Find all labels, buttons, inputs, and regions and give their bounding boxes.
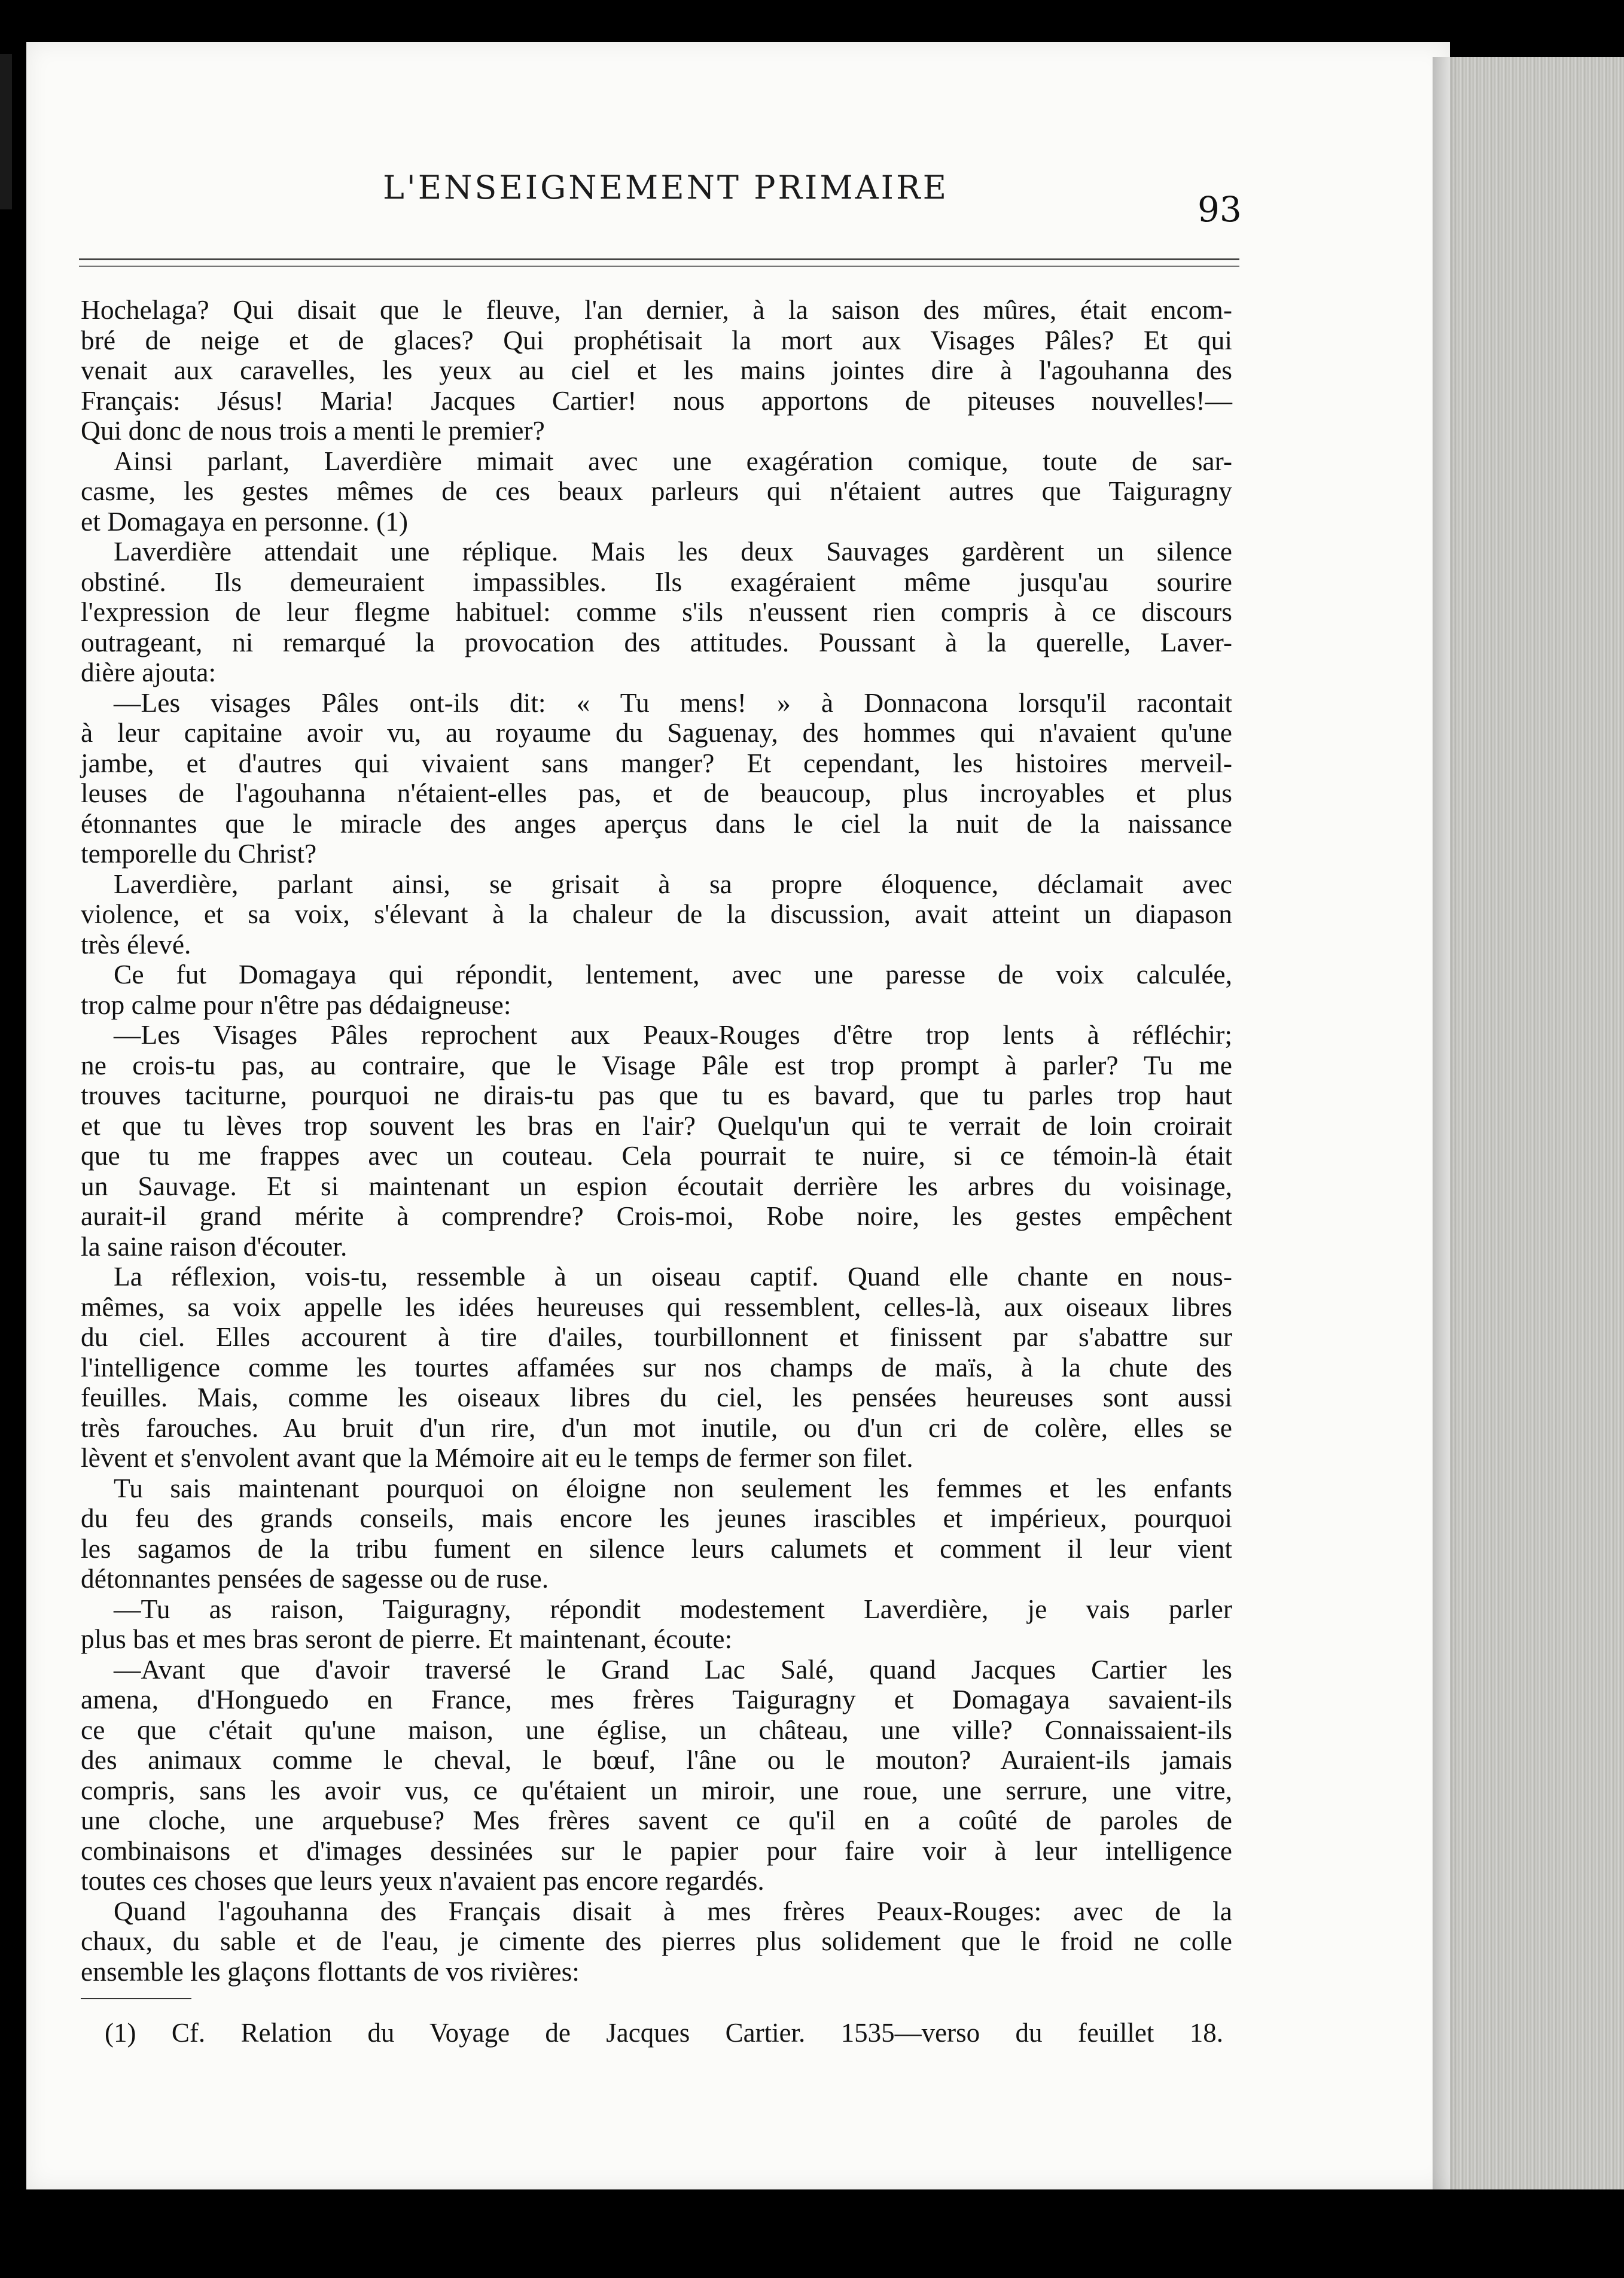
text-line: Français: Jésus! Maria! Jacques Cartier! nous apportons de piteuses nouvelles!— — [81, 385, 1232, 416]
text-line: venait aux caravelles, les yeux au ciel et les mains jointes dire à l'agouhanna des — [81, 355, 1232, 385]
footnote: (1) Cf. Relation du Voyage de Jacques Cartier. 1535—verso du feuillet 18. — [105, 2018, 1223, 2048]
text-line: trouves taciturne, pourquoi ne dirais-tu pas que tu es bavard, que tu parles trop haut — [81, 1080, 1232, 1110]
text-line: aurait-il grand mérite à comprendre? Crois-moi, Robe noire, les gestes empêchent — [81, 1201, 1232, 1231]
text-line: obstiné. Ils demeuraient impassibles. Ils exagéraient même jusqu'au sourire — [81, 566, 1232, 597]
text-line: violence, et sa voix, s'élevant à la chaleur de la discussion, avait atteint un diapason — [81, 899, 1232, 929]
text-line: ce que c'était qu'une maison, une église, un château, une ville? Connaissaient-ils — [81, 1714, 1232, 1745]
text-line: étonnantes que le miracle des anges aperçus dans le ciel la nuit de la naissance — [81, 808, 1232, 839]
header-rule-secondary — [79, 266, 1239, 267]
text-line: Ce fut Domagaya qui répondit, lentement, avec une paresse de voix calculée, — [114, 959, 1232, 989]
text-line: —Les Visages Pâles reprochent aux Peaux-Rouges d'être trop lents à réfléchir; — [114, 1019, 1232, 1050]
text-line: Ainsi parlant, Laverdière mimait avec une exagération comique, toute de sar- — [114, 445, 1232, 476]
text-line: jambe, et d'autres qui vivaient sans manger? Et cependant, les histoires merveil- — [81, 747, 1232, 778]
text-line: mêmes, sa voix appelle les idées heureuses qui ressemblent, celles-là, aux oiseaux libres — [81, 1291, 1232, 1322]
text-line: bré de neige et de glaces? Qui prophétisait la mort aux Visages Pâles? Et qui — [81, 324, 1232, 355]
text-line: Quand l'agouhanna des Français disait à mes frères Peaux-Rouges: avec de la — [114, 1895, 1232, 1926]
text-line: détonnantes pensées de sagesse ou de ruse. — [81, 1563, 549, 1594]
text-line: un Sauvage. Et si maintenant un espion écoutait derrière les arbres du voisinage, — [81, 1170, 1232, 1201]
text-line: amena, d'Honguedo en France, mes frères Taiguragny et Domagaya savaient-ils — [81, 1684, 1232, 1714]
text-line: Laverdière attendait une réplique. Mais les deux Sauvages gardèrent un silence — [114, 536, 1232, 567]
gutter-shadow — [1433, 57, 1457, 2240]
text-line: et que tu lèves trop souvent les bras en l'air? Quelqu'un qui te verrait de loin croirait — [81, 1110, 1232, 1141]
text-line: ne crois-tu pas, au contraire, que le Visage Pâle est trop prompt à parler? Tu me — [81, 1049, 1232, 1080]
text-line: très élevé. — [81, 928, 191, 960]
text-line: Laverdière, parlant ainsi, se grisait à sa propre éloquence, déclamait avec — [114, 868, 1232, 899]
text-line: —Avant que d'avoir traversé le Grand Lac Salé, quand Jacques Cartier les — [114, 1653, 1232, 1685]
text-line: et Domagaya en personne. (1) — [81, 505, 409, 537]
text-line: plus bas et mes bras seront de pierre. Et maintenant, écoute: — [81, 1624, 733, 1654]
book-page-edges — [1436, 57, 1624, 2240]
text-line: temporelle du Christ? — [81, 838, 317, 869]
text-line: dière ajouta: — [81, 657, 217, 687]
body-text — [81, 295, 1232, 1987]
text-line: les sagamos de la tribu fument en silence leurs calumets et comment il leur vient — [81, 1533, 1232, 1564]
text-line: du ciel. Elles accourent à tire d'ailes, tourbillonnent et finissent par s'abattre sur — [81, 1321, 1232, 1352]
text-line: que tu me frappes avec un couteau. Cela pourrait te nuire, si ce témoin-là était — [81, 1140, 1232, 1171]
text-line: lèvent et s'envolent avant que la Mémoire ait eu le temps de fermer son filet. — [81, 1442, 913, 1473]
text-line: —Les visages Pâles ont-ils dit: « Tu mens! » à Donnacona lorsqu'il racontait — [114, 687, 1232, 718]
scan-left-edge — [0, 54, 12, 209]
text-line: une cloche, une arquebuse? Mes frères savent ce qu'il en a coûté de paroles de — [81, 1805, 1232, 1835]
footnote-rule — [81, 1998, 191, 1999]
text-line: leuses de l'agouhanna n'étaient-elles pas, et de beaucoup, plus incroyables et plus — [81, 778, 1232, 808]
text-line: des animaux comme le cheval, le bœuf, l'âne ou le mouton? Auraient-ils jamais — [81, 1744, 1232, 1775]
text-line: Hochelaga? Qui disait que le fleuve, l'an dernier, à la saison des mûres, était encom- — [81, 294, 1232, 325]
text-line: combinaisons et d'images dessinées sur le papier pour faire voir à leur intelligence — [81, 1835, 1232, 1866]
text-line: trop calme pour n'être pas dédaigneuse: — [81, 989, 511, 1020]
text-line: la saine raison d'écouter. — [81, 1231, 348, 1262]
text-line: —Tu as raison, Taiguragny, répondit modestement Laverdière, je vais parler — [114, 1593, 1232, 1624]
text-line: ensemble les glaçons flottants de vos rivières: — [81, 1956, 580, 1987]
text-line: l'intelligence comme les tourtes affamées sur nos champs de maïs, à la chute des — [81, 1351, 1232, 1382]
text-line: chaux, du sable et de l'eau, je cimente des pierres plus solidement que le froid ne colle — [81, 1926, 1232, 1956]
text-line: toutes ces choses que leurs yeux n'avaient pas encore regardés. — [81, 1865, 764, 1896]
text-line: feuilles. Mais, comme les oiseaux libres du ciel, les pensées heureuses sont aussi — [81, 1382, 1232, 1412]
text-line: du feu des grands conseils, mais encore les jeunes irascibles et impérieux, pourquoi — [81, 1503, 1232, 1533]
text-line: outrageant, ni remarqué la provocation des attitudes. Poussant à la querelle, Laver- — [81, 626, 1232, 657]
text-line: casme, les gestes mêmes de ces beaux parleurs qui n'étaient autres que Taiguragny — [81, 476, 1232, 506]
text-line: Qui donc de nous trois a menti le premier? — [81, 415, 545, 446]
header-rule — [79, 258, 1239, 260]
text-line: très farouches. Au bruit d'un rire, d'un mot inutile, ou d'un cri de colère, elles se — [81, 1412, 1232, 1443]
text-line: Tu sais maintenant pourquoi on éloigne non seulement les femmes et les enfants — [114, 1472, 1232, 1503]
text-line: compris, sans les avoir vus, ce qu'étaient un miroir, une roue, une serrure, une vitre, — [81, 1774, 1232, 1805]
page-number: 93 — [1198, 189, 1242, 230]
running-title: L'ENSEIGNEMENT PRIMAIRE — [383, 169, 949, 206]
text-line: à leur capitaine avoir vu, au royaume du Saguenay, des hommes qui n'avaient qu'une — [81, 717, 1232, 748]
text-line: La réflexion, vois-tu, ressemble à un oiseau captif. Quand elle chante en nous- — [114, 1261, 1232, 1292]
text-line: l'expression de leur flegme habituel: comme s'ils n'eussent rien compris à ce discours — [81, 596, 1232, 627]
scan-bottom-edge — [0, 2189, 1624, 2278]
